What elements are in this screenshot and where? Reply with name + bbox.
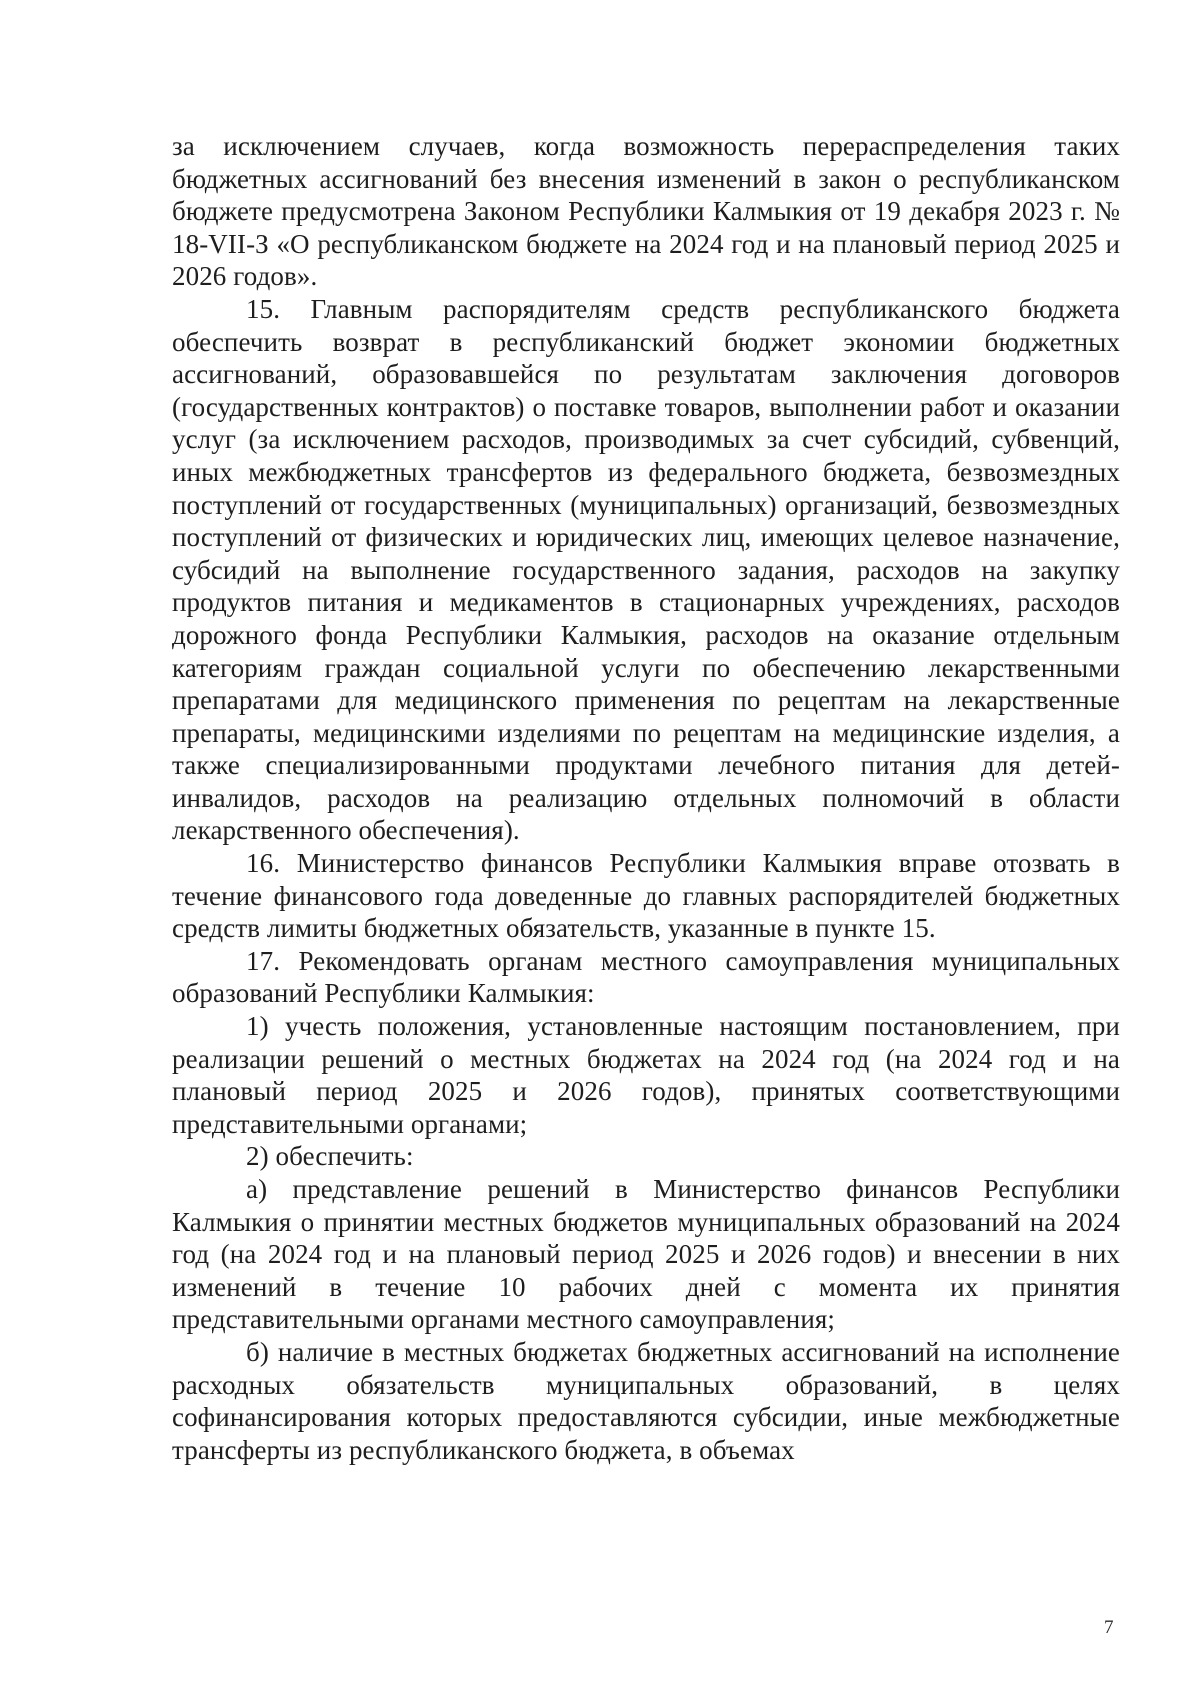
document-body: [172, 130, 1120, 1466]
paragraph-item-17: 17. Рекомендовать органам местного самоуправления муниципальных образований Республики Калмыкия:: [172, 945, 1120, 1009]
paragraph-subitem-2b: б) наличие в местных бюджетах бюджетных ассигнований на исполнение расходных обязательств муниципальных образований, в целях софинансирования которых предоставляются субсидии, иные межбюджетные трансферты из республиканского бюджета, в объемах: [172, 1336, 1120, 1465]
paragraph-item-16: 16. Министерство финансов Республики Калмыкия вправе отозвать в течение финансового года доведенные до главных распорядителей бюджетных средств лимиты бюджетных обязательств, указанные в пункте 15.: [172, 848, 1120, 944]
page-number: 7: [1104, 1617, 1114, 1638]
paragraph-item-15: 15. Главным распорядителям средств республиканского бюджета обеспечить возврат в республиканский бюджет экономии бюджетных ассигнований, образовавшейся по результатам заключения договоров (государственных контрактов) о поставке товаров, выполнении работ и оказании услуг (за исключением расходов, производимых за счет субсидий, субвенций, иных межбюджетных трансфертов из федерального бюджета, безвозмездных поступлений от государственных (муниципальных) организаций, безвозмездных поступлений от физических и юридических лиц, имеющих целевое назначение, субсидий на выполнение государственного задания, расходов на закупку продуктов питания и медикаментов в стационарных учреждениях, расходов дорожного фонда Республики Калмыкия, расходов на оказание отдельным категориям граждан социальной услуги по обеспечению лекарственными препаратами для медицинского применения по рецептам на лекарственные препараты, медицинскими изделиями по рецептам на медицинские изделия, а также специализированными продуктами лечебного питания для детей-инвалидов, расходов на реализацию отдельных полномочий в области лекарственного обеспечения).: [172, 293, 1120, 846]
paragraph-subitem-2a: а) представление решений в Министерство финансов Республики Калмыкия о принятии местных бюджетов муниципальных образований на 2024 год (на 2024 год и на плановый период 2025 и 2026 годов) и внесении в них изменений в течение 10 рабочих дней с момента их принятия представительными органами местного самоуправления;: [172, 1174, 1120, 1335]
paragraph-subitem-2: 2) обеспечить:: [246, 1141, 414, 1172]
paragraph-continuation: за исключением случаев, когда возможность перераспределения таких бюджетных ассигнований без внесения изменений в закон о республиканском бюджете предусмотрена Законом Республики Калмыкия от 19 декабря 2023 г. № 18-VII-З «О республиканском бюджете на 2024 год и на плановый период 2025 и 2026 годов».: [172, 131, 1120, 292]
paragraph-subitem-1: 1) учесть положения, установленные настоящим постановлением, при реализации решений о местных бюджетах на 2024 год (на 2024 год и на плановый период 2025 и 2026 годов), принятых соответствующими представительными органами;: [172, 1011, 1120, 1139]
